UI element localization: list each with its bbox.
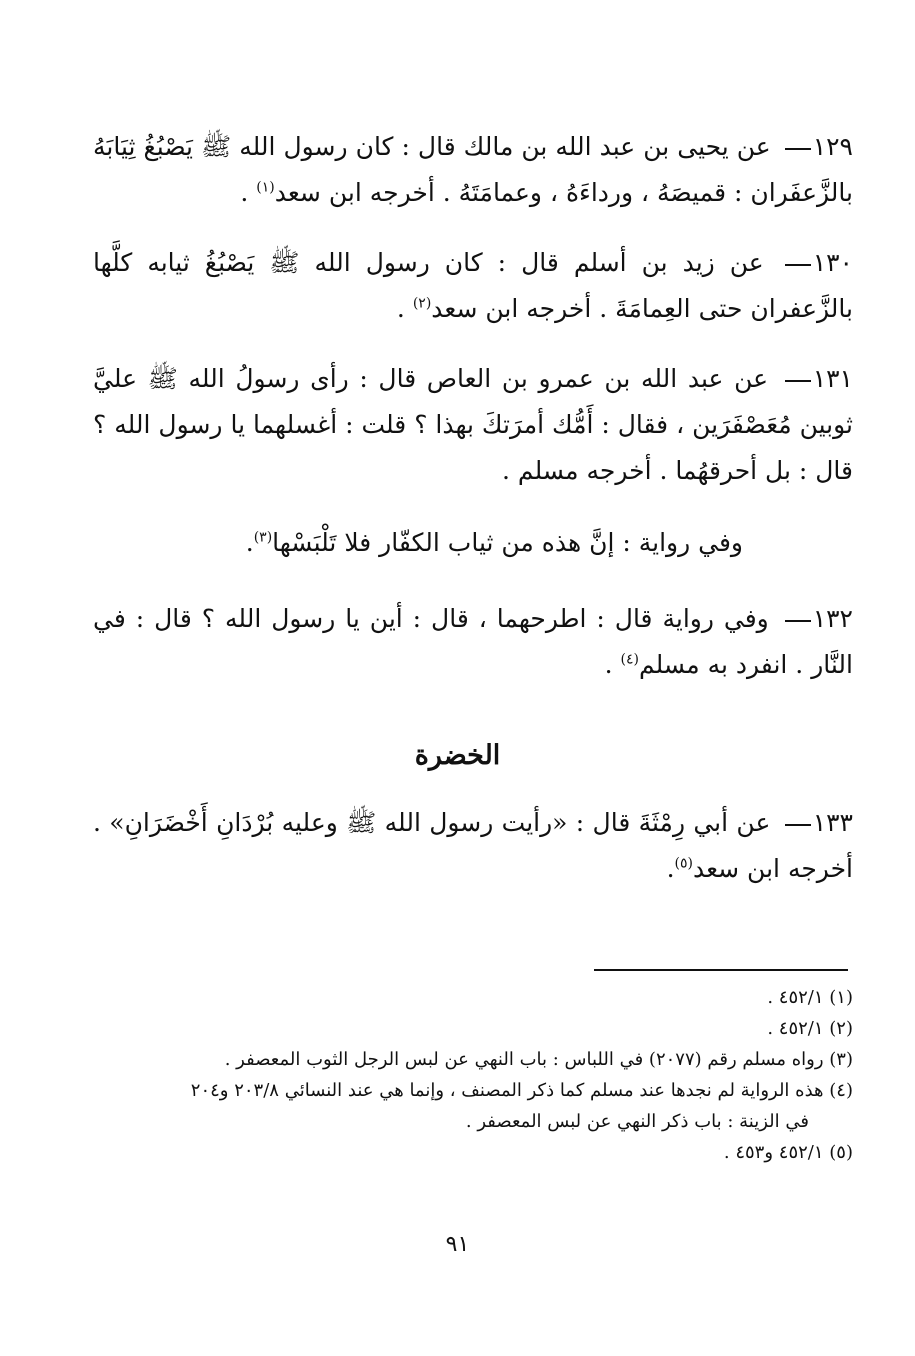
footnote-4 bbox=[93, 1075, 853, 1137]
footnote-text: ٤٥٢/١ . bbox=[767, 987, 824, 1008]
hadith-129 bbox=[93, 124, 853, 216]
variant-narration bbox=[93, 520, 853, 566]
hadith-text: عن أبي رِمْثَةَ قال : «رأيت رسول الله ﷺ وعليه بُرْدَانِ أَخْضَرَانِ» . أخرجه ابن سعد bbox=[93, 808, 853, 883]
footnote-marker: (٤) bbox=[829, 1080, 853, 1101]
dash-separator bbox=[785, 380, 811, 382]
hadith-end: . bbox=[666, 854, 675, 883]
hadith-end: . bbox=[604, 650, 621, 679]
footnote-ref: (١) bbox=[256, 179, 275, 196]
hadith-end: . bbox=[396, 294, 413, 323]
footnote-2 bbox=[93, 1013, 853, 1044]
footnote-divider bbox=[594, 969, 848, 971]
footnote-continuation: في الزينة : باب ذكر النهي عن لبس المعصفر . bbox=[465, 1111, 809, 1132]
hadith-text: عن عبد الله بن عمرو بن العاص قال : رأى رسولُ الله ﷺ عليَّ ثوبين مُعَصْفَرَين ، فقال : أَمُّك أمرَتكَ بهذا ؟ قلت : أغسلهما يا رسول الله ؟ قال : بل أحرقهُما . أخرجه مسلم . bbox=[93, 364, 853, 485]
hadith-number: ١٣٢ bbox=[812, 604, 853, 633]
footnote-5 bbox=[93, 1137, 853, 1168]
hadith-132 bbox=[93, 596, 853, 688]
footnote-3 bbox=[93, 1044, 853, 1075]
footnote-text: هذه الرواية لم نجدها عند مسلم كما ذكر المصنف ، وإنما هي عند النسائي ٢٠٣/٨ و٢٠٤ bbox=[190, 1080, 824, 1101]
hadith-text: عن زيد بن أسلم قال : كان رسول الله ﷺ يَصْبُغُ ثيابه كلَّها بالزَّعفران حتى العِمامَةَ . أخرجه ابن سعد bbox=[93, 248, 853, 323]
footnotes bbox=[93, 982, 853, 1168]
page-number: ٩١ bbox=[445, 1232, 470, 1257]
hadith-end: . bbox=[240, 178, 257, 207]
footnote-marker: (٣) bbox=[829, 1049, 853, 1070]
variant-text: وفي رواية : إنَّ هذه من ثياب الكفّار فلا تَلْبَسْها bbox=[272, 528, 743, 557]
footnote-text: ٤٥٢/١ و٤٥٣ . bbox=[723, 1142, 824, 1163]
footnote-ref: (٤) bbox=[620, 651, 640, 668]
hadith-number: ١٣٠ bbox=[812, 248, 853, 277]
footnote-ref: (٥) bbox=[674, 855, 693, 872]
hadith-number: ١٢٩ bbox=[812, 132, 853, 161]
dash-separator bbox=[785, 264, 811, 266]
hadith-131 bbox=[93, 356, 853, 494]
hadith-text: عن يحيى بن عبد الله بن مالك قال : كان رسول الله ﷺ يَصْبُغُ ثِيَابَهُ بالزَّعفَران : قميصَهُ ، ورداءَهُ ، وعمامَتَهُ . أخرجه ابن سعد bbox=[93, 132, 853, 207]
variant-end: . bbox=[245, 528, 254, 557]
hadith-text: وفي رواية قال : اطرحهما ، قال : أين يا رسول الله ؟ قال : في النَّار . انفرد به مسلم bbox=[93, 604, 853, 679]
hadith-number: ١٣١ bbox=[812, 364, 853, 393]
dash-separator bbox=[785, 620, 811, 622]
dash-separator bbox=[785, 824, 811, 826]
footnote-text: ٤٥٢/١ . bbox=[767, 1018, 824, 1039]
hadith-130 bbox=[93, 240, 853, 332]
dash-separator bbox=[785, 148, 811, 150]
hadith-number: ١٣٣ bbox=[812, 808, 853, 837]
footnote-ref: (٣) bbox=[253, 529, 273, 546]
footnote-text: رواه مسلم رقم (٢٠٧٧) في اللباس : باب النهي عن لبس الرجل الثوب المعصفر . bbox=[224, 1049, 824, 1070]
footnote-marker: (١) bbox=[829, 987, 853, 1008]
footnote-marker: (٢) bbox=[829, 1018, 853, 1039]
footnote-ref: (٢) bbox=[412, 295, 432, 312]
section-heading: الخضرة bbox=[414, 740, 501, 771]
footnote-1 bbox=[93, 982, 853, 1013]
hadith-133 bbox=[93, 800, 853, 892]
footnote-marker: (٥) bbox=[829, 1142, 853, 1163]
